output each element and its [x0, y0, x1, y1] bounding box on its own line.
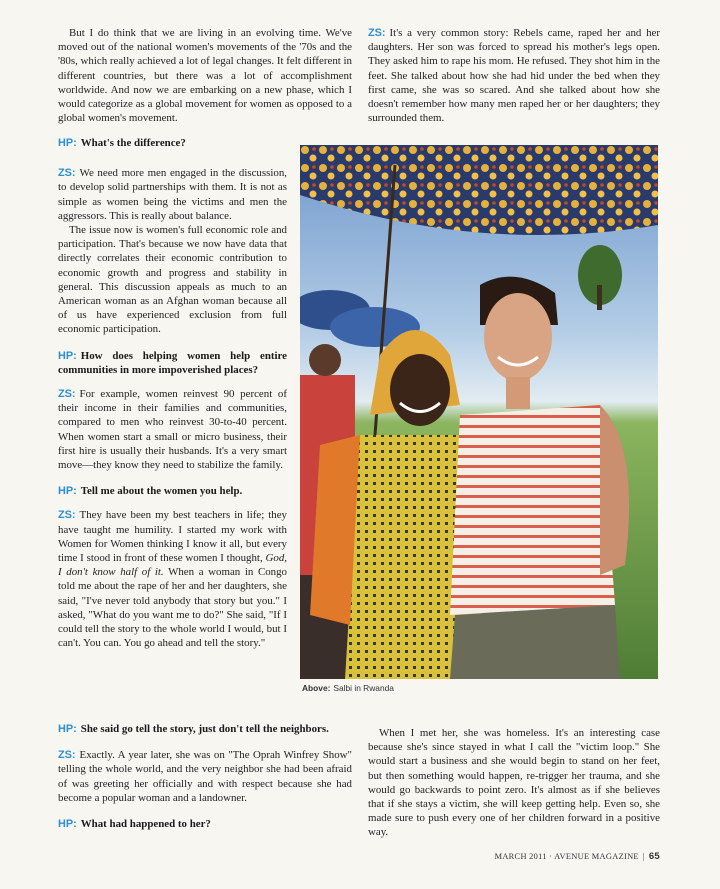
speaker-tag-hp: HP:: [58, 137, 77, 149]
answer-2: [58, 387, 287, 472]
speaker-tag-zs: ZS:: [58, 509, 76, 522]
answer-text: Exactly. A year later, she was on "The Oprah Winfrey Show" telling the whole world, and the very neighbor she had been afraid of was greeting her officially and with respect because she had become a popular woman and a landowner.: [58, 749, 352, 804]
answer-text: We need more men engaged in the discussion, to develop solid partnerships with them. It is not as simple as women being the victims and men the aggressors. This is really about balance.: [58, 167, 287, 222]
speaker-tag-zs: ZS:: [368, 27, 386, 39]
answer-4: [58, 748, 352, 805]
speaker-tag-hp: HP:: [58, 485, 77, 498]
photo-illustration: [300, 145, 658, 679]
footer-issue: MARCH 2011 · AVENUE MAGAZINE: [494, 852, 639, 861]
article-column-top-right: [368, 26, 660, 133]
speaker-tag-zs: ZS:: [58, 167, 76, 180]
footer-separator: |: [642, 852, 645, 861]
speaker-tag-hp: HP:: [58, 818, 77, 831]
question-text: What had happened to her?: [80, 818, 211, 831]
answer-1: [58, 166, 287, 223]
article-column-bottom-right: [368, 726, 660, 848]
article-column-bottom-left: [58, 722, 352, 839]
answer-text: They have been my best teachers in life; they have taught me humility. I started my work with Women for Women thinking I know it all, but every time I stood in front of these women I thought,: [58, 509, 287, 565]
paragraph: When I met her, she was homeless. It's an interesting case because she's since stayed in what I call the "victim loop." She would start a business and she would begin to stand on her feet, but then something would happen, re-trigger her trauma, and she would go backwards to point zero. It's almost as if she believes that if she stays a victim, she will keep getting help. Even so, she made sure to push every one of her children forward in a positive way.: [368, 727, 660, 839]
answer-3: [58, 508, 287, 650]
caption-text: Salbi in Rwanda: [333, 683, 394, 693]
article-column-top-left: [58, 26, 352, 133]
photo-caption: [302, 683, 394, 693]
paragraph: But I do think that we are living in an evolving time. We've moved out of the national women's movements of the '70s and the '80s, which really achieved a lot of legal changes. It felt different in different countries, but there was a lot of accomplishment worldwide. And now we are embarking on a new phase, which I would categorize as a global movement for women as opposed to a global women's movement.: [58, 27, 352, 125]
question-4: [58, 722, 352, 736]
page-number: 65: [648, 851, 660, 862]
question-2: [58, 349, 287, 377]
speaker-tag-zs: ZS:: [58, 388, 76, 401]
speaker-tag-hp: HP:: [58, 723, 77, 735]
question-5: [58, 817, 352, 831]
italic-quote: God, I don't know half of it.: [58, 552, 287, 579]
article-column-mid-left: [58, 136, 287, 659]
speaker-tag-zs: ZS:: [58, 749, 76, 762]
answer-1-continued: The issue now is women's full economic role and participation. That's because we now have data that directly correlates their economic contribution to economic growth and progress and stability in general. This discussion appeals as much to an American woman as an Afghan woman because all of us have experienced exclusion from full economic participation.: [58, 224, 287, 336]
question-1: [58, 136, 287, 150]
article-photo: [300, 145, 658, 679]
answer-text: When a woman in Congo told me about the rape of her and her daughters, she said, "I've never told anybody that story but you." I asked, "What do you want me to do?" She said, "If I could tell the story to the whole world I would, but I can't. You can. You go ahead and tell the story.": [58, 566, 288, 650]
question-3: [58, 484, 287, 498]
question-text: She said go tell the story, just don't tell the neighbors.: [80, 723, 329, 735]
answer-text: For example, women reinvest 90 percent of their income in their families and communities, compared to men who reinvest 30-to-40 percent. When women start a small or micro business, their first hire is usually their husbands. It's a very smart move—they know they need to stabilize the family.: [58, 388, 287, 472]
question-text: Tell me about the women you help.: [80, 485, 243, 498]
answer-text: It's a very common story: Rebels came, raped her and her daughters. Her son was forced to spread his mother's legs open. They asked him to rape his mom. He refused. They shot him in the feet. She talked about how she had hid under the bed when they first came, she was so scared. And she talked about how she doesn't remember how many men raped her or her daughters; they surrounded them.: [368, 27, 660, 125]
question-text: What's the difference?: [80, 137, 186, 149]
caption-label: Above:: [302, 683, 331, 693]
question-text: How does helping women help entire communities in more impoverished places?: [58, 349, 287, 376]
page-footer: [495, 851, 660, 862]
speaker-tag-hp: HP:: [58, 349, 77, 362]
answer-paragraph: [368, 26, 660, 125]
